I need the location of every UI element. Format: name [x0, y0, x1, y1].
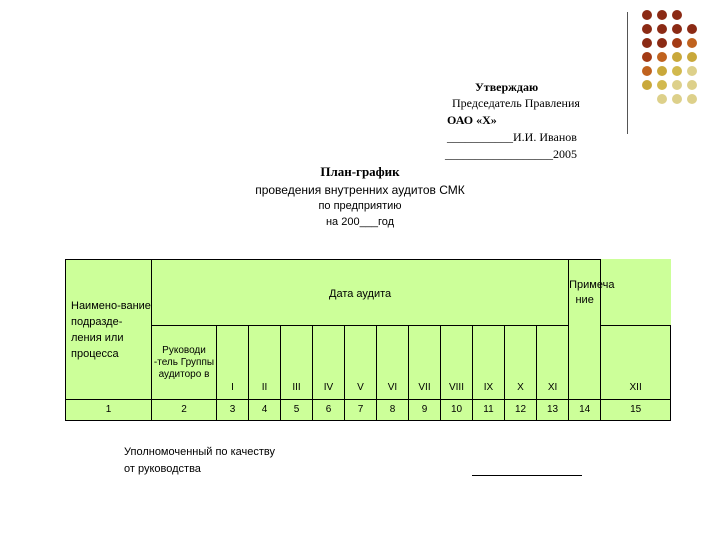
- month-cell: [473, 326, 505, 400]
- title-line-3: на 200___год: [325, 216, 395, 228]
- header-department: [66, 260, 152, 400]
- signature-line: [472, 475, 582, 476]
- column-number: [345, 400, 377, 421]
- header-note: [569, 260, 615, 400]
- decor-dot: [642, 66, 652, 76]
- month-cell: [441, 326, 473, 400]
- column-number-label: 10: [450, 404, 463, 415]
- decor-dot: [657, 80, 667, 90]
- month-cell: [505, 326, 537, 400]
- audit-schedule-table: [65, 259, 671, 421]
- month-label: XII: [629, 382, 642, 393]
- decor-dot: [672, 66, 682, 76]
- footer-signatory-line-1: Уполномоченный по качеству: [124, 446, 276, 458]
- column-number-label: 3: [229, 404, 236, 415]
- month-label: XI: [547, 382, 558, 393]
- decor-dot: [642, 80, 652, 90]
- header-note-label: Примеча ние: [569, 279, 615, 306]
- column-number-label: 4: [261, 404, 268, 415]
- column-number-label: 12: [514, 404, 527, 415]
- month-label: III: [292, 382, 301, 393]
- header-group-leader: [152, 326, 217, 400]
- decor-dot: [672, 80, 682, 90]
- column-number-label: 2: [181, 404, 187, 415]
- column-number: [473, 400, 505, 421]
- column-number-row: [66, 400, 671, 421]
- month-cell: [345, 326, 377, 400]
- decor-dot: [687, 24, 697, 34]
- column-number-label: 14: [579, 404, 591, 415]
- decor-dot: [657, 66, 667, 76]
- column-number: [249, 400, 281, 421]
- decor-dot: [672, 24, 682, 34]
- month-label: VII: [418, 382, 431, 393]
- month-cell: [249, 326, 281, 400]
- decor-dot: [657, 10, 667, 20]
- column-number-label: 8: [389, 404, 396, 415]
- decor-dot: [642, 38, 652, 48]
- approval-heading: Утверждаю: [475, 80, 539, 94]
- month-cell: [537, 326, 569, 400]
- decor-dot: [687, 38, 697, 48]
- title-line-2: по предприятию: [318, 200, 402, 212]
- column-number-label: 7: [357, 404, 364, 415]
- document-title: План-график: [320, 164, 400, 179]
- decor-dot: [642, 24, 652, 34]
- decor-dot: [687, 94, 697, 104]
- column-number: [569, 400, 601, 421]
- column-number: [537, 400, 569, 421]
- decor-dot: [657, 24, 667, 34]
- footer-signatory-line-2: от руководства: [124, 463, 201, 475]
- month-label: I: [231, 382, 234, 393]
- month-cell: [377, 326, 409, 400]
- decor-dot: [642, 10, 652, 20]
- decor-dot: [642, 52, 652, 62]
- header-group-leader-label: Руководи -тель Группы аудиторо в: [153, 344, 215, 380]
- column-number: [313, 400, 345, 421]
- month-cell: [281, 326, 313, 400]
- decor-dot: [672, 52, 682, 62]
- column-number: [505, 400, 537, 421]
- approval-org: ОАО «Х»: [447, 113, 497, 127]
- decor-dot: [657, 52, 667, 62]
- month-label: IV: [323, 382, 334, 393]
- header-audit-date-label: Дата аудита: [329, 288, 392, 300]
- column-number: [377, 400, 409, 421]
- column-number-label: 6: [325, 404, 332, 415]
- header-department-label: Наимено-вание подразде-ления или процесса: [71, 299, 151, 360]
- month-label: II: [261, 382, 268, 393]
- header-audit-date: [152, 260, 569, 326]
- column-number-label: 13: [547, 404, 559, 415]
- column-number: [152, 400, 217, 421]
- column-number: [601, 400, 671, 421]
- decor-dot: [672, 38, 682, 48]
- decor-dot: [657, 94, 667, 104]
- column-number-label: 1: [105, 404, 112, 415]
- column-number: [441, 400, 473, 421]
- decor-dot: [687, 52, 697, 62]
- month-label: VIII: [448, 382, 464, 393]
- decor-dot: [672, 10, 682, 20]
- column-number: [66, 400, 152, 421]
- column-number: [281, 400, 313, 421]
- column-number-label: 9: [421, 404, 428, 415]
- approval-signer: ___________И.И. Иванов: [447, 130, 577, 144]
- decor-dot: [672, 94, 682, 104]
- month-cell: [601, 326, 671, 400]
- column-number-label: 15: [630, 404, 642, 415]
- month-cell: [409, 326, 441, 400]
- decorative-dot-grid: [640, 10, 704, 110]
- column-number: [217, 400, 249, 421]
- decor-dot: [687, 66, 697, 76]
- title-line-1: проведения внутренних аудитов СМК: [255, 183, 465, 197]
- column-number-label: 11: [483, 404, 494, 415]
- month-cell: [217, 326, 249, 400]
- month-label: IX: [483, 382, 494, 393]
- decor-dot: [657, 38, 667, 48]
- decorative-divider: [627, 12, 628, 134]
- month-label: VI: [387, 382, 398, 393]
- column-number: [409, 400, 441, 421]
- approval-position: Председатель Правления: [452, 96, 580, 110]
- decor-dot: [687, 80, 697, 90]
- column-number-label: 5: [293, 404, 300, 415]
- month-cell: [313, 326, 345, 400]
- month-label: X: [517, 382, 524, 393]
- approval-date-line: __________________2005: [445, 147, 577, 161]
- month-label: V: [357, 382, 364, 393]
